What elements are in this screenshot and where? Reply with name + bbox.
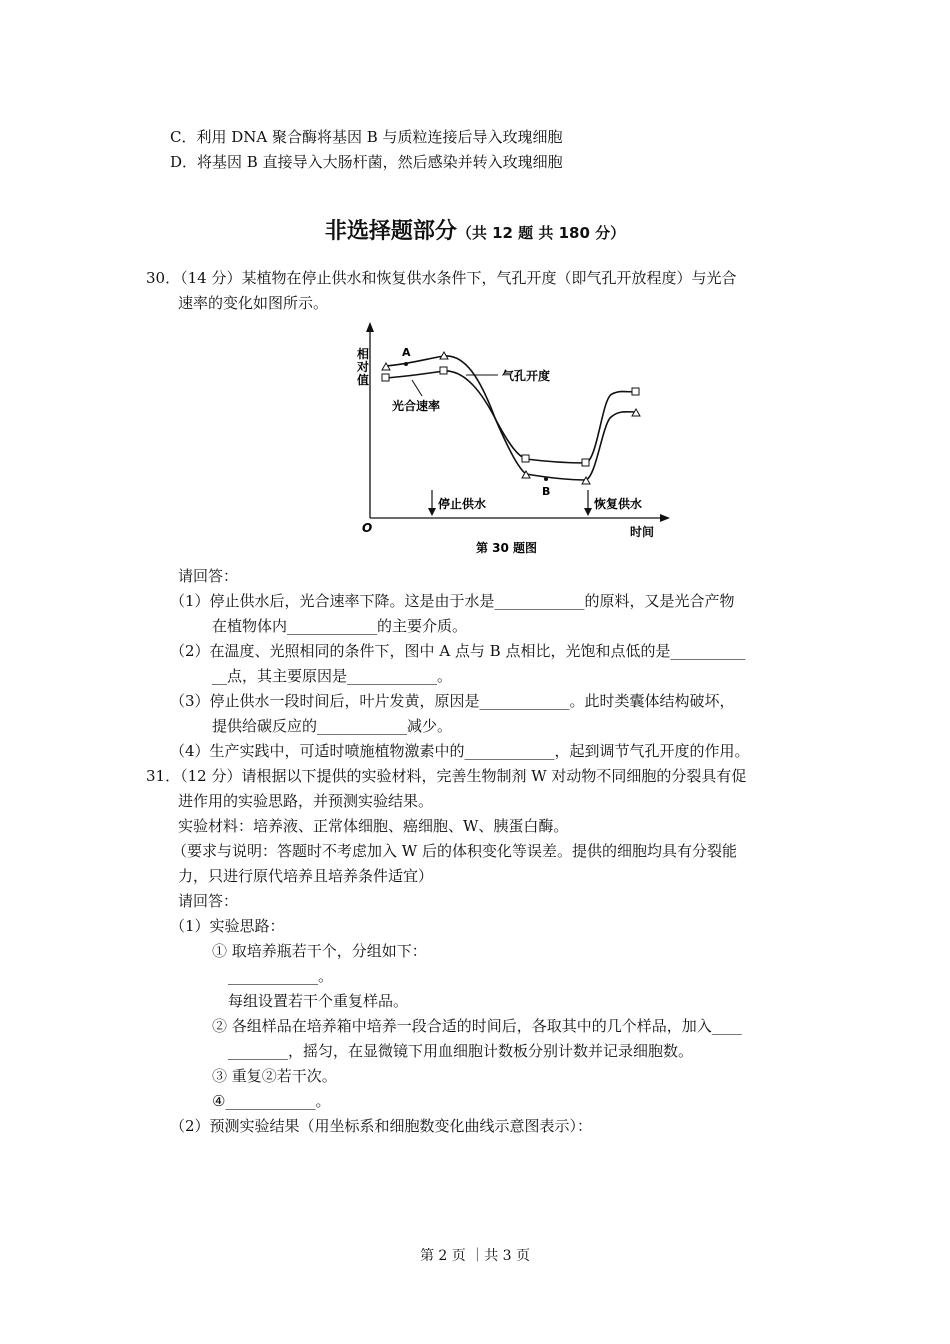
square-marker [522, 455, 529, 462]
stop-water-label: 停止供水 [438, 497, 487, 511]
q31-line1: 31．（12 分）请根据以下提供的实验材料，完善生物制剂 W 对动物不同细胞的分裂具有促 [146, 767, 747, 785]
q31-req-line2: 力，只进行原代培养且培养条件适宜） [178, 867, 434, 885]
q31-s1-b: 每组设置若干个重复样品。 [228, 992, 409, 1010]
point-a-label: A [402, 346, 411, 359]
q31-s5: （2）预测实验结果（用坐标系和细胞数变化曲线示意图表示）： [170, 1117, 593, 1135]
point-a-dot [404, 362, 408, 366]
stop-arrow-head-icon [428, 508, 436, 516]
q31-please: 请回答： [178, 892, 239, 910]
page-footer: 第 2 页 ｜共 3 页 [419, 1248, 531, 1264]
q31-s2-line1: ② 各组样品在培养箱中培养一段合适的时间后，各取其中的几个样品，加入____ [212, 1017, 742, 1035]
q31-s1-blank: ____________。 [228, 967, 334, 985]
square-marker [382, 374, 389, 381]
section-title-main: 非选择题部分 [324, 219, 457, 244]
q30-p1-line2: 在植物体内____________的主要介质。 [212, 617, 468, 635]
square-marker [440, 367, 447, 374]
xlabel: 时间 [630, 525, 655, 539]
option-c: C．利用 DNA 聚合酶将基因 B 与质粒连接后导入玫瑰细胞 [170, 128, 563, 146]
q30-p2-line1: （2）在温度、光照相同的条件下，图中 A 点与 B 点相比，光饱和点低的是__________ [170, 642, 746, 660]
q31-req-line1: （要求与说明：答题时不考虑加入 W 后的体积变化等误差。提供的细胞均具有分裂能 [172, 842, 737, 860]
q30-p4-line1: （4）生产实践中，可适时喷施植物激素中的____________，起到调节气孔开度的作用。 [170, 742, 750, 760]
figure-caption: 第 30 题图 [476, 541, 538, 555]
q31-s2-line2: ________，摇匀，在显微镜下用血细胞计数板分别计数并记录细胞数。 [228, 1042, 694, 1060]
resume-water-label: 恢复供水 [594, 497, 643, 511]
ylabel-1: 相 [357, 347, 370, 361]
q31-s1-a: ① 取培养瓶若干个，分组如下： [212, 942, 427, 960]
q30-p3-line2: 提供给碳反应的____________减少。 [212, 717, 453, 735]
q30-line1: 30．（14 分）某植物在停止供水和恢复供水条件下，气孔开度（即气孔开放程度）与光合 [146, 269, 737, 287]
q30-figure [340, 318, 680, 560]
ylabel-2: 对 [357, 360, 370, 374]
square-marker [582, 459, 589, 466]
stomata-label: 气孔开度 [502, 369, 551, 383]
point-b-dot [544, 477, 548, 481]
q31-line2: 进作用的实验思路，并预测实验结果。 [178, 792, 434, 810]
resume-arrow-head-icon [584, 508, 592, 516]
x-axis-arrow-icon [660, 514, 670, 522]
q31-materials: 实验材料：培养液、正常体细胞、癌细胞、W、胰蛋白酶。 [178, 817, 569, 835]
square-marker [632, 388, 639, 395]
q31-s1: （1）实验思路： [170, 917, 285, 935]
ylabel-3: 值 [357, 373, 370, 387]
q30-p2-line2: __点，其主要原因是____________。 [212, 667, 453, 685]
q31-s3: ③ 重复②若干次。 [212, 1067, 337, 1085]
q30-line2: 速率的变化如图所示。 [178, 294, 329, 312]
point-b-label: B [542, 485, 551, 498]
option-d: D．将基因 B 直接导入大肠杆菌，然后感染并转入玫瑰细胞 [170, 153, 563, 171]
photo-label: 光合速率 [392, 399, 441, 413]
q30-p1-line1: （1）停止供水后，光合速率下降。这是由于水是____________的原料，又是光合产物 [170, 592, 735, 610]
section-title [0, 214, 950, 245]
origin-label: O [362, 521, 373, 535]
q31-s4: ④____________。 [212, 1092, 331, 1110]
photo-leader [412, 380, 422, 396]
q30-p3-line1: （3）停止供水一段时间后，叶片发黄，原因是____________。此时类囊体结构破坏， [170, 692, 735, 710]
section-title-sub: （共 12 题 共 180 分） [456, 224, 626, 242]
q30-please: 请回答： [178, 567, 239, 585]
y-axis-arrow-icon [366, 322, 374, 332]
